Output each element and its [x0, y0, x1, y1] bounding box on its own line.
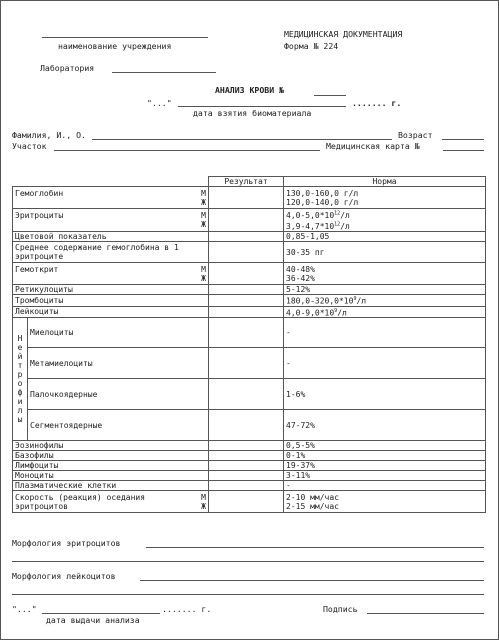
norm-value: 5-12% [284, 285, 486, 295]
issue-date-prefix: "..." [12, 604, 37, 614]
signature-label: Подпись [323, 604, 358, 614]
table-row [13, 306, 486, 318]
sample-date-line[interactable] [178, 106, 346, 107]
table-row [13, 285, 486, 295]
row-label: Метамиелоциты [28, 348, 209, 379]
row-label: эритроцитов [15, 501, 68, 511]
section-line[interactable] [54, 150, 320, 151]
table-row [13, 471, 486, 481]
norm-value: 130,0-160,0 г/л [286, 188, 359, 198]
result-cell[interactable] [209, 263, 284, 285]
result-cell[interactable] [209, 209, 284, 232]
issue-date-caption: дата выдачи анализа [46, 615, 140, 625]
row-label: Цветовой показатель [13, 232, 209, 242]
sample-date-prefix: "..." [147, 98, 172, 108]
patient-name-line[interactable] [92, 139, 392, 140]
erythrocyte-morphology-line[interactable] [146, 547, 484, 548]
row-label: Гемоткрит [15, 264, 59, 274]
sex-f: Ж [201, 501, 206, 511]
erythrocyte-morphology-line-2[interactable] [12, 561, 484, 562]
institution-caption: наименование учреждения [58, 41, 172, 51]
col-header-norm: Норма [284, 177, 486, 187]
table-row [13, 242, 486, 263]
norm-value: 0,85-1,05 [284, 232, 486, 242]
row-label: Лимфоциты [13, 461, 209, 471]
age-label: Возраст [398, 130, 433, 140]
norm-value: - [284, 348, 486, 379]
result-cell[interactable] [209, 379, 284, 410]
result-cell[interactable] [209, 410, 284, 441]
result-cell[interactable] [209, 461, 284, 471]
laboratory-line[interactable] [112, 72, 216, 73]
result-cell[interactable] [209, 295, 284, 307]
table-row [13, 348, 486, 379]
form-number: Форма № 224 [284, 41, 339, 51]
result-cell[interactable] [209, 491, 284, 513]
institution-line [42, 37, 208, 38]
norm-value: 19-37% [284, 461, 486, 471]
table-row [13, 481, 486, 491]
norm-value: 0,5-5% [284, 441, 486, 451]
table-row [13, 410, 486, 441]
sex-f: Ж [201, 220, 206, 229]
row-label: Миелоциты [28, 318, 209, 348]
result-cell[interactable] [209, 441, 284, 451]
norm-value: 36-42% [286, 273, 315, 283]
sex-m: М [201, 264, 206, 274]
table-row [13, 441, 486, 451]
sample-date-caption: дата взятия биоматериала [193, 108, 312, 118]
row-label: Палочкоядерные [28, 379, 209, 410]
norm-value: 30-35 пг [284, 242, 486, 263]
norm-value: $180,0-320,0*10^9/л$ [284, 295, 486, 307]
row-label: Плазматические клетки [13, 481, 209, 491]
sex-f: Ж [201, 273, 206, 283]
table-row [13, 379, 486, 410]
row-label: Эритроциты [15, 211, 64, 220]
row-label: Лейкоциты [13, 306, 209, 318]
leukocyte-morphology-label: Морфология лейкоцитов [12, 571, 116, 581]
row-label: Гемоглобин [15, 188, 64, 198]
section-label: Участок [12, 141, 47, 151]
erythrocyte-morphology-label: Морфология эритроцитов [12, 538, 121, 548]
table-row [13, 187, 486, 209]
row-label: Скорость (реакция) оседания [15, 492, 146, 502]
sex-m: М [201, 211, 206, 220]
signature-line[interactable] [367, 613, 484, 614]
result-cell[interactable] [209, 451, 284, 461]
issue-date-line[interactable] [42, 613, 160, 614]
result-cell[interactable] [209, 187, 284, 209]
leukocyte-morphology-line[interactable] [140, 580, 484, 581]
analysis-number-line[interactable] [314, 95, 346, 96]
doc-title: МЕДИЦИНСКАЯ ДОКУМЕНТАЦИЯ [284, 29, 403, 39]
sample-date-suffix: ....... г. [352, 98, 402, 108]
card-label: Медицинская карта № [326, 141, 420, 151]
norm-value: 3-11% [284, 471, 486, 481]
card-line[interactable] [443, 150, 484, 151]
table-row [13, 461, 486, 471]
norm-value: 0-1% [284, 451, 486, 461]
table-row [13, 232, 486, 242]
table-row [13, 491, 486, 513]
sex-m: М [201, 492, 206, 502]
norm-value: 120,0-140,0 г/л [286, 197, 359, 207]
norm-value: 47-72% [284, 410, 486, 441]
row-label: Тромбоциты [13, 295, 209, 307]
leukocyte-morphology-line-2[interactable] [12, 594, 484, 595]
norm-value: 1-6% [284, 379, 486, 410]
patient-name-label: Фамилия, И., О. [12, 130, 86, 140]
result-cell[interactable] [209, 242, 284, 263]
result-cell[interactable] [209, 348, 284, 379]
result-cell[interactable] [209, 481, 284, 491]
row-label: Моноциты [13, 471, 209, 481]
norm-value: 40-48% [286, 264, 315, 274]
table-row [13, 209, 486, 232]
row-label: Среднее содержание гемоглобина в 1 эритроците [13, 242, 209, 263]
col-header-result: Результат [209, 177, 284, 187]
laboratory-label: Лаборатория [40, 63, 95, 73]
neutrophils-group-label: Н е й т р о ф и л ы [13, 318, 28, 441]
row-label: Базофилы [13, 451, 209, 461]
norm-value: - [284, 318, 486, 348]
results-table [12, 176, 486, 513]
table-row [13, 295, 486, 307]
result-cell[interactable] [209, 232, 284, 242]
row-label: Ретикулоциты [13, 285, 209, 295]
sex-f: Ж [201, 197, 206, 207]
table-row [13, 451, 486, 461]
norm-value: $4,0-5,0*10^{12}/л$ [286, 210, 350, 220]
analysis-title: АНАЛИЗ КРОВИ № [215, 85, 285, 95]
result-cell[interactable] [209, 471, 284, 481]
issue-date-suffix: ....... г. [162, 604, 212, 614]
table-row [13, 318, 486, 348]
result-cell[interactable] [209, 306, 284, 318]
row-label: Сегментоядерные [28, 410, 209, 441]
norm-value: $3,9-4,7*10^{12}/л$ [286, 221, 350, 231]
result-cell[interactable] [209, 285, 284, 295]
norm-value: 2-15 мм/час [286, 501, 339, 511]
result-cell[interactable] [209, 318, 284, 348]
norm-value: 2-10 мм/час [286, 492, 339, 502]
sex-m: М [201, 188, 206, 198]
table-row [13, 263, 486, 285]
row-label: Эозинофилы [13, 441, 209, 451]
age-line[interactable] [442, 139, 484, 140]
norm-value: $4,0-9,0*10^9/л$ [284, 306, 486, 318]
norm-value: - [284, 481, 486, 491]
